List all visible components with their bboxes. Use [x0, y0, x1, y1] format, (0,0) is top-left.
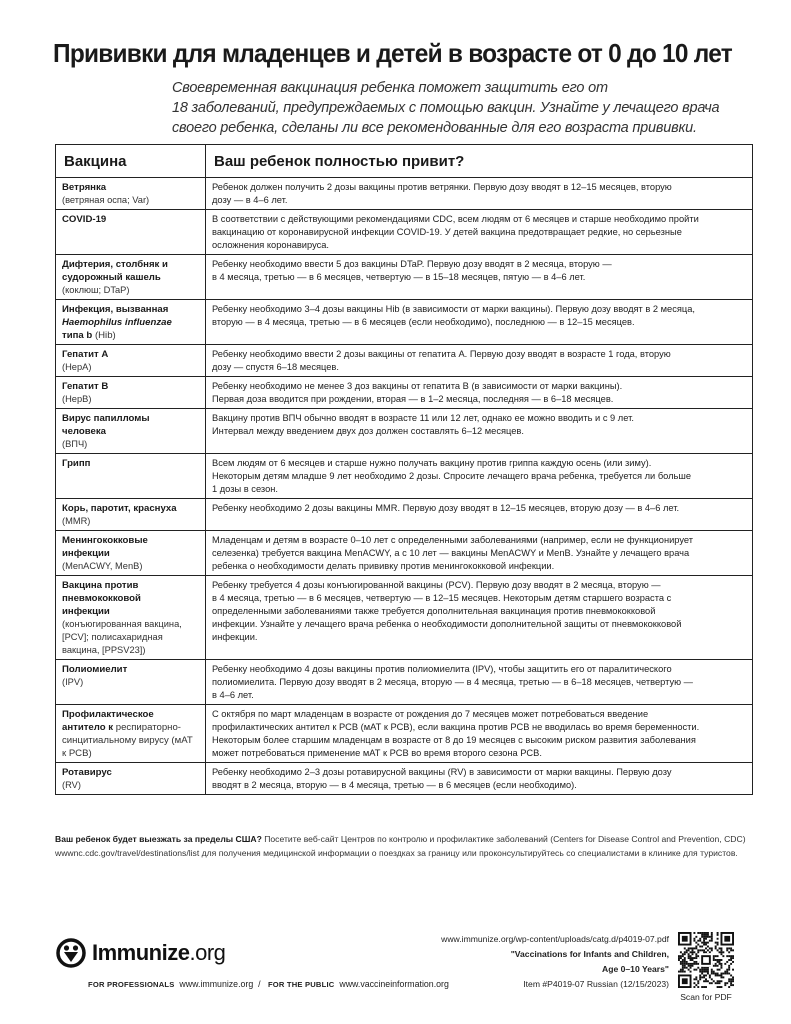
vaccine-description-cell — [206, 499, 753, 531]
table-row — [56, 531, 753, 576]
travel-note — [55, 833, 753, 860]
vaccine-name-cell — [56, 345, 206, 377]
vaccine-description-line: осложнения коронавируса. — [212, 240, 330, 250]
vaccine-name-italic: Haemophilus influenzae — [62, 317, 172, 328]
vaccine-name: Дифтерия, столбняк и — [62, 259, 168, 270]
vaccine-table-body — [56, 178, 753, 795]
public-label: FOR THE PUBLIC — [267, 980, 335, 989]
vaccine-description-line: в 4–6 лет. — [212, 690, 254, 700]
intro-text — [172, 78, 752, 138]
vaccine-description-cell — [206, 705, 753, 763]
vaccine-name-cell — [56, 576, 206, 660]
logo-main-text: Immunize — [92, 940, 190, 965]
vaccine-description-line: Ребенок должен получить 2 дозы вакцины против ветрянки. Первую дозу вводят в 12–15 месяцев, вторую — [212, 182, 672, 192]
header-fully-vaccinated: Ваш ребенок полностью привит? — [206, 145, 753, 178]
vaccine-name-cell — [56, 377, 206, 409]
qr-code-icon[interactable] — [678, 932, 734, 988]
vaccine-description-line: Некоторым детям младше 9 лет необходимо 2 дозы. Спросите лечащего врача ребенка, требуется ли больше — [212, 471, 692, 481]
vaccine-name: инфекции — [62, 548, 110, 559]
vaccine-description-line: вторую — в 4 месяца, третью — в 6 месяцев (если необходимо), последнюю — в 12–15 месяцев. — [212, 317, 635, 327]
vaccine-description-cell — [206, 576, 753, 660]
vaccine-description-line: Всем людям от 6 месяцев и старше нужно получать вакцину против гриппа каждую осень (или зиму). — [212, 458, 652, 468]
vaccine-abbreviation: (ветряная оспа; Var) — [62, 195, 150, 205]
vaccine-name: Гепатит А — [62, 349, 109, 360]
vaccine-description-line: Первая доза вводится при рождении, вторая — в 1–2 месяца, последняя — в 6–18 месяцев. — [212, 394, 614, 404]
table-row — [56, 660, 753, 705]
vaccine-description-cell — [206, 345, 753, 377]
vaccine-abbreviation: (Hib) — [94, 330, 116, 341]
vaccine-description-line: Ребенку необходимо 3–4 дозы вакцины Hib (в зависимости от марки вакцины). Первую дозу вводят в 2 месяца, — [212, 304, 695, 314]
vaccine-name: Ротавирус — [62, 767, 112, 778]
vaccine-description-cell — [206, 178, 753, 210]
vaccine-name-cell — [56, 454, 206, 499]
vaccine-name: пневмококковой — [62, 593, 141, 604]
table-row — [56, 454, 753, 499]
table-row — [56, 178, 753, 210]
vaccine-name-part: типа b — [62, 330, 93, 341]
vaccine-description-cell — [206, 660, 753, 705]
intro-line: своего ребенка, сделаны ли все рекомендованные для его возраста прививки. — [172, 120, 697, 136]
document-meta — [441, 932, 669, 992]
table-row — [56, 763, 753, 795]
vaccine-name: Полиомиелит — [62, 664, 128, 675]
vaccine-name: Грипп — [62, 458, 91, 469]
vaccine-description-line: В соответствии с действующими рекомендациями CDC, всем людям от 6 месяцев и старше необходимо пройти — [212, 214, 699, 224]
footer-separator: / — [258, 979, 261, 989]
vaccine-name: судорожный кашель — [62, 272, 161, 283]
vaccine-abbreviation: (ВПЧ) — [62, 439, 88, 449]
vaccine-table — [55, 144, 753, 795]
vaccine-name: Корь, паротит, краснуха — [62, 503, 177, 514]
vaccine-description-line: Ребенку необходимо ввести 2 дозы вакцины от гепатита А. Первую дозу вводят в возрасте 1 года, вторую — [212, 349, 671, 359]
travel-question: Ваш ребенок будет выезжать за пределы США? — [55, 834, 262, 844]
vaccine-abbreviation: (IPV) — [62, 677, 84, 687]
vaccine-name — [62, 329, 199, 342]
vaccine-description-line: инфекции. — [212, 632, 258, 642]
vaccine-description-line: Ребенку необходимо ввести 5 доз вакцины DTaP. Первую дозу вводят в 2 месяца, вторую — — [212, 259, 612, 269]
page-title: Прививки для младенцев и детей в возрасте от 0 до 10 лет — [53, 38, 732, 68]
vaccine-description-cell — [206, 300, 753, 345]
vaccine-name-part: антитело к — [62, 722, 114, 733]
header-vaccine: Вакцина — [56, 145, 206, 178]
vaccine-abbreviation: (HepB) — [62, 394, 92, 404]
vaccine-description-line: в 4 месяца, третью — в 6 месяцев, четвертую — в 12–15 месяцев. Некоторым детям старшего возраста с — [212, 593, 672, 603]
logo-suffix-text: .org — [189, 940, 226, 965]
vaccine-description-line: Ребенку требуется 4 дозы конъюгированной вакцины (PCV). Первую дозу вводят в 2 месяца, вторую — — [212, 580, 661, 590]
vaccine-abbreviation: (RV) — [62, 780, 81, 790]
vaccine-name-cell — [56, 705, 206, 763]
vaccine-description-line: определенными заболеваниями также требуется дополнительная вакцинация против пневмококковой — [212, 606, 656, 616]
vaccine-description-line: дозу — в 4–6 лет. — [212, 195, 288, 205]
travel-text: Посетите веб-сайт Центров по контролю и профилактике заболеваний (Centers for Disease Control and Prevention, CDC) wwwnc.cdc.gov/travel/destinations/list для получения медицинской информации о поездках за границу или проконсультируйтесь со специалистами в клинике для туристов. — [55, 834, 746, 858]
table-row — [56, 705, 753, 763]
vaccine-description-line: инфекции. Узнайте у лечащего врача ребенка о необходимости дополнительной защиты от пневмококковой — [212, 619, 682, 629]
intro-line: 18 заболеваний, предупреждаемых с помощью вакцин. Узнайте у лечащего врача — [172, 100, 720, 116]
table-row — [56, 377, 753, 409]
vaccine-name-cell — [56, 499, 206, 531]
vaccine-description-line: вакцинацию от коронавирусной инфекции COVID-19. У детей вакцина предотвращает редкие, но серьезные — [212, 227, 682, 237]
table-row — [56, 409, 753, 454]
vaccine-description-line: Младенцам и детям в возрасте 0–10 лет с определенными заболеваниями (например, если не функционирует — [212, 535, 694, 545]
logo-wordmark — [92, 940, 225, 966]
table-row — [56, 345, 753, 377]
vaccine-description-line: профилактических антител к РСВ (мАТ к РСВ), если вакцина против РСВ не вводилась во время беременности. — [212, 722, 700, 732]
vaccine-name-cell — [56, 763, 206, 795]
vaccine-description-line: С октября по март младенцам в возрасте от рождения до 7 месяцев может потребоваться введение — [212, 709, 649, 719]
table-row — [56, 499, 753, 531]
vaccine-description-line: Интервал между введением двух доз должен составлять 6–12 месяцев. — [212, 426, 524, 436]
vaccine-description-line: Ребенку необходимо 4 дозы вакцины против полиомиелита (IPV), чтобы защитить его от паралитического — [212, 664, 672, 674]
vaccine-name — [62, 721, 199, 760]
table-row — [56, 255, 753, 300]
vaccine-description-cell — [206, 409, 753, 454]
vaccine-description-line: Вакцину против ВПЧ обычно вводят в возрасте 11 или 12 лет, однако ее можно вводить и с 9 лет. — [212, 413, 634, 423]
vaccine-name: COVID-19 — [62, 214, 107, 225]
table-row — [56, 210, 753, 255]
vaccine-description-line: может потребоваться применение мАТ к РСВ во время второго сезона РСВ. — [212, 748, 542, 758]
vaccine-description-line: Некоторым более старшим младенцам в возрасте от 8 до 19 месяцев с высоким риском развития заболевания — [212, 735, 696, 745]
vaccine-name-cell — [56, 210, 206, 255]
vaccine-description-cell — [206, 763, 753, 795]
table-header-row — [56, 145, 753, 178]
vaccine-description-cell — [206, 377, 753, 409]
vaccine-name: Профилактическое — [62, 709, 154, 720]
vaccine-abbreviation: (HepA) — [62, 362, 92, 372]
vaccine-name: инфекции — [62, 606, 110, 617]
vaccine-description-line: Ребенку необходимо 2 дозы вакцины MMR. Первую дозу вводят в 12–15 месяцев, вторую дозу — в 4–6 лет. — [212, 503, 680, 513]
vaccine-name-cell — [56, 660, 206, 705]
vaccine-description-line: 1 дозы в сезон. — [212, 484, 278, 494]
vaccine-name: Инфекция, вызванная — [62, 304, 169, 315]
vaccine-abbreviation: респираторно-синцитиальному вирусу (мАТ к РСВ) — [62, 722, 193, 759]
immunize-logo-icon — [56, 938, 86, 968]
vaccine-name-cell — [56, 255, 206, 300]
vaccine-description-line: селезенка) требуется вакцина MenACWY, а с 10 лет — вакцины MenACWY и MenB. Узнайте у лечащего врача — [212, 548, 690, 558]
professionals-label: FOR PROFESSIONALS — [88, 980, 175, 989]
vaccine-description-line: полиомиелита. Первую дозу вводят в 2 месяца, вторую — в 4 месяца, третью — в 6–18 месяцев, четвертую — — [212, 677, 693, 687]
vaccine-description-cell — [206, 255, 753, 300]
vaccine-name: человека — [62, 426, 106, 437]
vaccine-description-cell — [206, 454, 753, 499]
professionals-link[interactable]: www.immunize.org — [179, 979, 254, 989]
immunize-logo[interactable] — [56, 936, 225, 970]
public-link[interactable]: www.vaccineinformation.org — [339, 979, 449, 989]
vaccine-description-line: ребенка о необходимости делать прививку против менингококковой инфекции. — [212, 561, 555, 571]
vaccine-description-line: Ребенку необходимо не менее 3 доз вакцины от гепатита B (в зависимости от марки вакцины). — [212, 381, 623, 391]
vaccine-name: Вирус папилломы — [62, 413, 150, 424]
intro-line: Своевременная вакцинация ребенка поможет защитить его от — [172, 80, 608, 96]
table-row — [56, 576, 753, 660]
vaccine-description-line: Ребенку необходимо 2–3 дозы ротавирусной вакцины (RV) в зависимости от марки вакцины. Первую дозу — [212, 767, 672, 777]
vaccine-name: Гепатит В — [62, 381, 109, 392]
vaccine-name-cell — [56, 300, 206, 345]
vaccine-name-cell — [56, 178, 206, 210]
vaccine-abbreviation: (коклюш; DTaP) — [62, 285, 130, 295]
vaccine-name-cell — [56, 531, 206, 576]
vaccine-abbreviation: (MenACWY, MenB) — [62, 561, 143, 571]
qr-label: Scan for PDF — [680, 992, 732, 1002]
vaccine-name-cell — [56, 409, 206, 454]
item-number: Item #P4019-07 Russian (12/15/2023) — [523, 979, 669, 989]
vaccine-abbreviation: (конъюгированная вакцина, [PCV]; полисахаридная вакцина, [PPSV23]) — [62, 619, 182, 655]
footer-links — [88, 979, 449, 989]
pdf-link[interactable]: www.immunize.org/wp-content/uploads/catg.d/p4019-07.pdf — [441, 934, 669, 944]
doc-title-line1: "Vaccinations for Infants and Children, — [510, 949, 669, 959]
vaccine-name: Менингококковые — [62, 535, 148, 546]
vaccine-description-cell — [206, 210, 753, 255]
vaccine-name: Ветрянка — [62, 182, 107, 193]
doc-title-line2: Age 0–10 Years" — [602, 964, 669, 974]
vaccine-description-cell — [206, 531, 753, 576]
table-row — [56, 300, 753, 345]
vaccine-name: Вакцина против — [62, 580, 139, 591]
vaccine-abbreviation: (MMR) — [62, 516, 91, 526]
vaccine-description-line: вводят в 2 месяца, вторую — в 4 месяца, третью — в 6 месяцев (если необходимо). — [212, 780, 577, 790]
vaccine-description-line: дозу — спустя 6–18 месяцев. — [212, 362, 339, 372]
vaccine-description-line: в 4 месяца, третью — в 6 месяцев, четвертую — в 15–18 месяцев, пятую — в 4–6 лет. — [212, 272, 586, 282]
